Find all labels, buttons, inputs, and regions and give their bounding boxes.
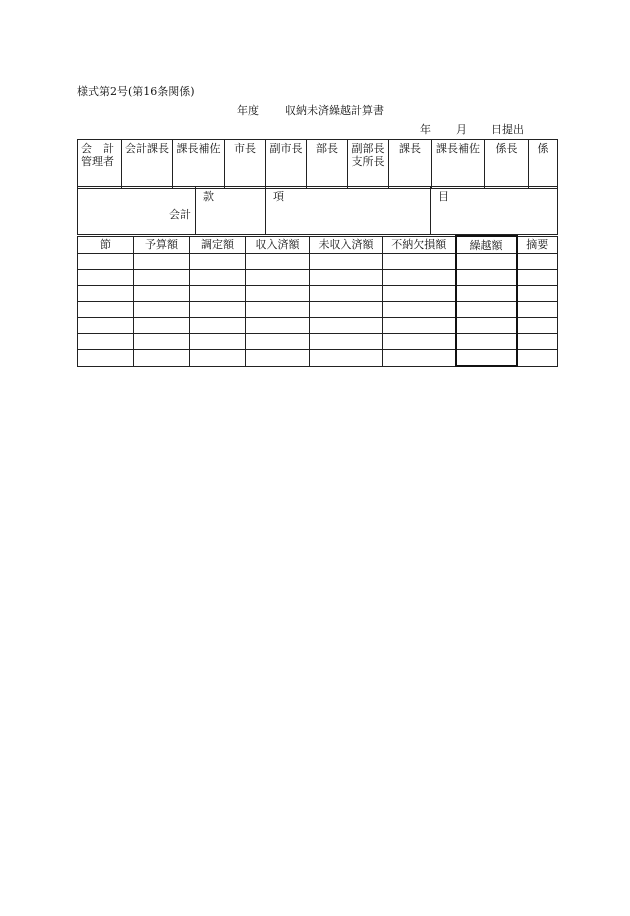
account-moku-label: 目 [438, 190, 449, 203]
form-number: 様式第2号(第16条関係) [77, 85, 195, 98]
stamp-kaikei-kacho[interactable] [122, 140, 173, 189]
header-mi-shunyu-sumi: 未収入済額 [310, 236, 383, 254]
cell-setsu[interactable] [78, 350, 134, 367]
cell-funo-kesson[interactable] [383, 286, 456, 302]
cell-setsu[interactable] [78, 334, 134, 350]
cell-shunyu-sumi[interactable] [246, 254, 310, 270]
cell-setsu[interactable] [78, 254, 134, 270]
carryover-detail-table [77, 235, 558, 367]
cell-funo-kesson[interactable] [383, 334, 456, 350]
stamp-bucho[interactable] [307, 140, 348, 189]
cell-setsu[interactable] [78, 318, 134, 334]
cell-choteigaku[interactable] [190, 350, 246, 367]
table-row [78, 318, 558, 334]
cell-shunyu-sumi[interactable] [246, 270, 310, 286]
cell-choteigaku[interactable] [190, 270, 246, 286]
account-kaikei-cell[interactable] [78, 187, 196, 235]
table-row [78, 270, 558, 286]
cell-shunyu-sumi[interactable] [246, 350, 310, 367]
stamp-fukubucho-label-2: 支所長 [351, 155, 385, 168]
cell-setsu[interactable] [78, 286, 134, 302]
cell-mi-shunyu-sumi[interactable] [310, 302, 383, 318]
cell-tekiyo[interactable] [517, 334, 558, 350]
document-title: 収納未済繰越計算書 [285, 104, 384, 117]
cell-yosangaku[interactable] [134, 334, 190, 350]
cell-choteigaku[interactable] [190, 302, 246, 318]
cell-tekiyo[interactable] [517, 270, 558, 286]
cell-yosangaku[interactable] [134, 270, 190, 286]
account-classification-table [77, 186, 558, 235]
cell-setsu[interactable] [78, 270, 134, 286]
submission-month-label: 月 [456, 123, 467, 136]
header-shunyu-sumi: 収入済額 [246, 236, 310, 254]
cell-yosangaku[interactable] [134, 286, 190, 302]
stamp-label: 係長 [495, 142, 518, 155]
table-row [78, 334, 558, 350]
header-tekiyo: 摘要 [517, 236, 558, 254]
header-funo-kesson: 不納欠損額 [383, 236, 456, 254]
stamp-kakaricho[interactable] [485, 140, 529, 189]
stamp-label: 副市長 [269, 142, 303, 155]
header-yosangaku: 予算額 [134, 236, 190, 254]
cell-yosangaku[interactable] [134, 350, 190, 367]
table-row [78, 286, 558, 302]
stamp-fukushicho[interactable] [266, 140, 307, 189]
cell-mi-shunyu-sumi[interactable] [310, 334, 383, 350]
table-row [78, 350, 558, 367]
stamp-kaikei-label-1: 会 計 [81, 142, 114, 155]
stamp-label: 課長補佐 [436, 142, 480, 155]
cell-funo-kesson[interactable] [383, 318, 456, 334]
stamp-kacho-hosa[interactable] [173, 140, 225, 189]
cell-shunyu-sumi[interactable] [246, 286, 310, 302]
cell-setsu[interactable] [78, 302, 134, 318]
cell-tekiyo[interactable] [517, 350, 558, 367]
stamp-label: 部長 [316, 142, 338, 155]
cell-choteigaku[interactable] [190, 318, 246, 334]
stamp-label: 会計課長 [125, 142, 169, 155]
cell-choteigaku[interactable] [190, 286, 246, 302]
account-kan-label: 款 [203, 190, 214, 203]
account-kaikei-label: 会計 [169, 208, 191, 221]
cell-funo-kesson[interactable] [383, 350, 456, 367]
stamp-label: 課長 [399, 142, 421, 155]
cell-funo-kesson[interactable] [383, 270, 456, 286]
cell-choteigaku[interactable] [190, 334, 246, 350]
stamp-kaikei-label-2: 管理者 [81, 155, 114, 168]
cell-tekiyo[interactable] [517, 254, 558, 270]
submission-year-label: 年 [420, 123, 431, 136]
stamp-kaikei-kanrisha[interactable] [78, 140, 122, 189]
cell-kurikoshi[interactable] [456, 286, 517, 302]
account-kan-cell[interactable] [196, 187, 266, 235]
stamp-fukubucho[interactable] [348, 140, 389, 189]
cell-mi-shunyu-sumi[interactable] [310, 270, 383, 286]
stamp-kacho-hosa-2[interactable] [432, 140, 485, 189]
cell-tekiyo[interactable] [517, 286, 558, 302]
cell-funo-kesson[interactable] [383, 302, 456, 318]
title-year-label: 年度 [237, 104, 259, 117]
header-setsu: 節 [78, 236, 134, 254]
account-kou-cell[interactable] [266, 187, 431, 235]
cell-mi-shunyu-sumi[interactable] [310, 286, 383, 302]
approval-stamp-table [77, 139, 558, 189]
cell-kurikoshi[interactable] [456, 318, 517, 334]
stamp-fukubucho-label-1: 副部長 [351, 142, 385, 155]
stamp-label: 係 [537, 142, 549, 155]
cell-mi-shunyu-sumi[interactable] [310, 318, 383, 334]
detail-header-row [78, 236, 558, 254]
cell-kurikoshi[interactable] [456, 350, 517, 367]
account-kou-label: 項 [273, 190, 284, 203]
submission-day-label: 日提出 [491, 123, 524, 136]
cell-shunyu-sumi[interactable] [246, 302, 310, 318]
cell-kurikoshi[interactable] [456, 302, 517, 318]
cell-shunyu-sumi[interactable] [246, 318, 310, 334]
stamp-kakari[interactable] [529, 140, 558, 189]
cell-kurikoshi[interactable] [456, 254, 517, 270]
cell-tekiyo[interactable] [517, 318, 558, 334]
stamp-shicho[interactable] [225, 140, 266, 189]
cell-yosangaku[interactable] [134, 254, 190, 270]
cell-yosangaku[interactable] [134, 302, 190, 318]
cell-shunyu-sumi[interactable] [246, 334, 310, 350]
cell-tekiyo[interactable] [517, 302, 558, 318]
cell-kurikoshi[interactable] [456, 270, 517, 286]
cell-yosangaku[interactable] [134, 318, 190, 334]
stamp-label: 課長補佐 [176, 142, 221, 155]
stamp-label: 市長 [234, 142, 256, 155]
table-row [78, 254, 558, 270]
cell-mi-shunyu-sumi[interactable] [310, 254, 383, 270]
cell-funo-kesson[interactable] [383, 254, 456, 270]
cell-mi-shunyu-sumi[interactable] [310, 350, 383, 367]
account-moku-cell[interactable] [431, 187, 558, 235]
cell-kurikoshi[interactable] [456, 334, 517, 350]
header-choteigaku: 調定額 [190, 236, 246, 254]
header-kurikoshi: 繰越額 [456, 236, 517, 254]
cell-choteigaku[interactable] [190, 254, 246, 270]
stamp-kacho[interactable] [389, 140, 432, 189]
table-row [78, 302, 558, 318]
